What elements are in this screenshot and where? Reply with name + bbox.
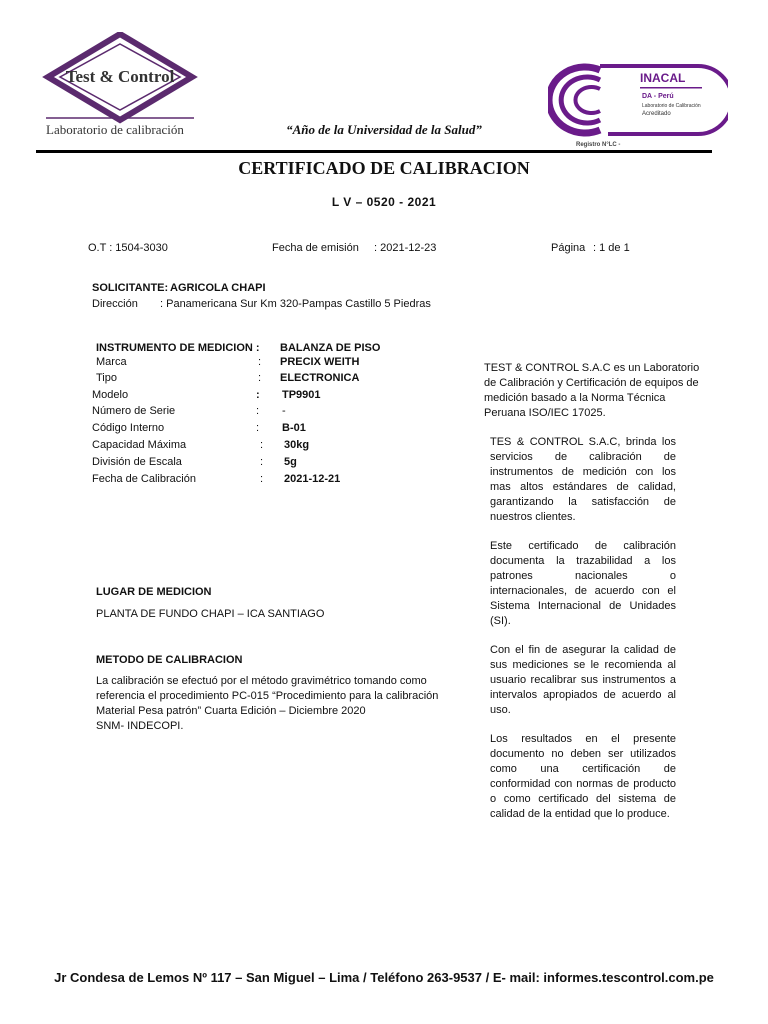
inacal-registro: Registro N°LC -: [576, 142, 621, 148]
instrument-row-value: -: [282, 405, 286, 417]
instrument-row-label: Tipo: [96, 372, 117, 384]
instrument-row-label: División de Escala: [92, 456, 182, 468]
instrument-row-value: ELECTRONICA: [280, 372, 360, 384]
address-label: Dirección: [92, 298, 138, 310]
sidebar-paragraph: Los resultados en el presente documento no deben ser utilizados como una certificación de conformidad con normas de producto o como certificado del sistema de calidad de la entidad que lo produce.: [490, 733, 676, 820]
instrument-row-colon: :: [256, 405, 260, 417]
instrument-row-label: Número de Serie: [92, 405, 176, 417]
inacal-name: INACAL: [640, 71, 686, 85]
logo-subtitle: Laboratorio de calibración: [46, 122, 184, 137]
requester-label: SOLICITANTE:: [92, 282, 169, 294]
instrument-row-label: Código Interno: [92, 422, 165, 434]
instrument-row-colon: :: [258, 372, 262, 384]
inacal-line3: Acreditado: [642, 111, 671, 117]
issue-date-value: : 2021-12-23: [374, 242, 437, 254]
method-line: Material Pesa patrón” Cuarta Edición – Diciembre 2020: [96, 705, 366, 717]
address-value: : Panamericana Sur Km 320-Pampas Castillo 5 Piedras: [160, 298, 431, 310]
instrument-row-value: 2021-12-21: [284, 473, 341, 485]
certificate-title: CERTIFICADO DE CALIBRACION: [238, 158, 530, 178]
instrument-row-label: Fecha de Calibración: [92, 473, 196, 485]
instrument-row-label: Modelo: [92, 389, 129, 401]
instrument-header-value: BALANZA DE PISO: [280, 342, 381, 354]
instrument-row-colon: :: [256, 422, 260, 434]
method-line: La calibración se efectuó por el método gravimétrico tomando como: [96, 675, 427, 687]
page-value: : 1 de 1: [593, 242, 630, 254]
instrument-row-value: B-01: [282, 422, 306, 434]
instrument-row-colon: :: [256, 389, 260, 401]
method-line: SNM- INDECOPI.: [96, 720, 184, 732]
sidebar-paragraph: TES & CONTROL S.A.C, brinda los servicios de calibración de instrumentos de medición con los mas altos estándares de calidad, garantizando la satisfacción de nuestros clientes.: [490, 436, 676, 523]
instrument-row-colon: :: [258, 356, 262, 368]
sidebar-paragraph: Este certificado de calibración documenta la trazabilidad a los patrones nacionales o internacionales, de acuerdo con el Sistema Internacional de Unidades (SI).: [490, 540, 676, 627]
certificate-code: L V – 0520 - 2021: [331, 195, 437, 209]
method-heading: METODO DE CALIBRACION: [96, 654, 243, 666]
instrument-row-label: Capacidad Máxima: [92, 439, 187, 451]
issue-date-label: Fecha de emisión: [272, 242, 359, 254]
instrument-row-colon: :: [260, 439, 264, 451]
instrument-row-value: 5g: [284, 456, 297, 468]
instrument-row-label: Marca: [96, 356, 127, 368]
method-line: referencia el procedimiento PC-015 “Procedimiento para la calibración: [96, 690, 439, 702]
location-value: PLANTA DE FUNDO CHAPI – ICA SANTIAGO: [96, 608, 325, 620]
instrument-row-colon: :: [260, 456, 264, 468]
requester-value: AGRICOLA CHAPI: [170, 282, 266, 294]
sidebar-paragraph: Con el fin de asegurar la calidad de sus mediciones se le recomienda al usuario recalibrar sus instrumentos a intervalos apropiados de acuerdo al uso.: [490, 644, 676, 716]
instrument-row-colon: :: [260, 473, 264, 485]
instrument-row-value: 30kg: [284, 439, 310, 451]
footer-contact: Jr Condesa de Lemos Nº 117 – San Miguel – Lima / Teléfono 263-9537 / E- mail: informes.tescontrol.com.pe: [54, 970, 714, 985]
instrument-row-value: TP9901: [282, 389, 321, 401]
instrument-row-value: PRECIX WEITH: [280, 356, 360, 368]
page-label: Página: [551, 242, 586, 254]
lab-intro: TEST & CONTROL S.A.C es un Laboratorio de Calibración y Certificación de equipos de medición basado a la Norma Técnica Peruana ISO/IEC 17025.: [484, 362, 700, 419]
ot-number: O.T : 1504-3030: [88, 242, 168, 254]
location-heading: LUGAR DE MEDICION: [96, 586, 212, 598]
header-divider: [36, 150, 712, 153]
inacal-line1: DA - Perú: [642, 93, 674, 100]
inacal-line2: Laboratorio de Calibración: [642, 103, 701, 109]
logo-title: Test & Control: [65, 67, 175, 86]
instrument-header-label: INSTRUMENTO DE MEDICION :: [96, 342, 260, 354]
year-motto: “Año de la Universidad de la Salud”: [286, 122, 482, 137]
